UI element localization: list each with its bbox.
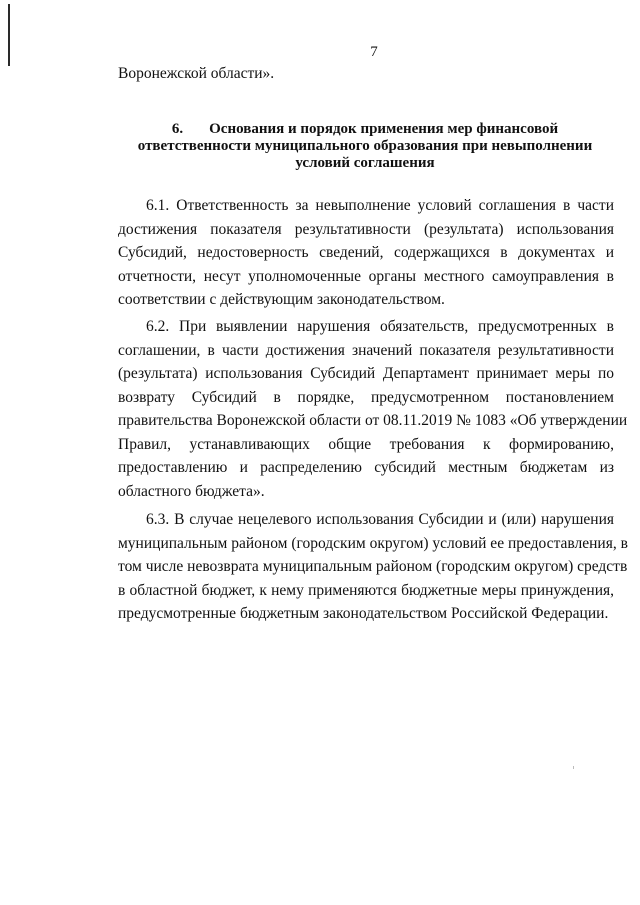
paragraph-line: муниципальным районом (городским округом) условий ее предоставления, в (118, 534, 628, 552)
paragraph-line: соглашении, в части достижения значений показателя результативности (118, 341, 614, 359)
paragraph-line: достижения показателя результативности (результата) использования (118, 220, 614, 238)
section-heading-line-3: условий соглашения (295, 155, 435, 171)
paragraph-6-3 (118, 508, 628, 626)
paragraph-line: Субсидий, недостоверность сведений, содержащихся в документах и (118, 244, 614, 261)
paragraph-line: 6.3. В случае нецелевого использования Субсидии и (или) нарушения (146, 511, 614, 528)
paragraph-line: возврату Субсидий в порядке, предусмотренном постановлением (118, 388, 614, 406)
paragraph-line: 6.1. Ответственность за невыполнение условий соглашения в части (146, 197, 614, 214)
paragraph-line: соответствии с действующим законодательством. (118, 291, 445, 308)
section-title-line: Основания и порядок применения мер финансовой (209, 121, 559, 137)
section-number: 6. (171, 121, 184, 137)
section-heading-line-2: ответственности муниципального образования при невыполнении (137, 138, 593, 154)
paragraph-line: предоставлению и распределению субсидий местным бюджетам из (118, 459, 614, 476)
page-number: 7 (370, 44, 378, 60)
paragraph-line: том числе невозврата муниципальным районом (городским округом) средств (118, 558, 628, 575)
scan-speck (573, 766, 574, 769)
paragraph-6-2 (118, 315, 628, 503)
paragraph-line: отчетности, несут уполномоченные органы местного самоуправления в (118, 267, 614, 285)
paragraph-line: 6.2. При выявлении нарушения обязательств, предусмотренных в (146, 318, 614, 335)
paragraph-line: (результата) использования Субсидий Департамент принимает меры по (118, 365, 614, 382)
paragraph-line: правительства Воронежской области от 08.11.2019 № 1083 «Об утверждении (118, 412, 628, 429)
section-heading-line-1 (118, 121, 612, 138)
continuation-text: Воронежской области». (118, 65, 275, 82)
paragraph-6-1 (118, 194, 614, 312)
paragraph-line: предусмотренные бюджетным законодательством Российской Федерации. (118, 605, 609, 622)
paragraph-line: областного бюджета». (118, 482, 265, 500)
scan-edge-mark (8, 4, 10, 66)
section-heading (118, 121, 612, 172)
paragraph-line: в областной бюджет, к нему применяются бюджетные меры принуждения, (118, 581, 614, 599)
paragraph-line: Правил, устанавливающих общие требования к формированию, (118, 435, 614, 453)
